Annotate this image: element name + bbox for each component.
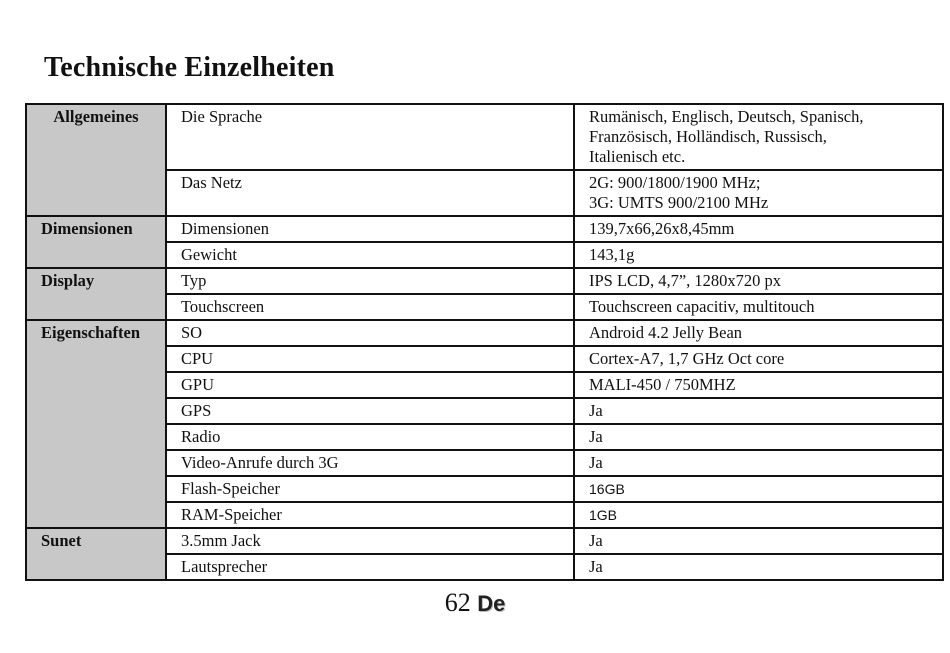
spec-label: CPU [166, 346, 574, 372]
table-row [26, 170, 943, 216]
category-cell-empty [26, 476, 166, 502]
table-row [26, 104, 943, 170]
category-cell: Sunet [26, 528, 166, 554]
spec-value: 139,7x66,26x8,45mm [574, 216, 943, 242]
spec-value: 16GB [574, 476, 943, 502]
table-row [26, 294, 943, 320]
category-cell-empty [26, 398, 166, 424]
spec-label: 3.5mm Jack [166, 528, 574, 554]
category-cell-empty [26, 502, 166, 528]
language-code: De [477, 591, 506, 616]
spec-value: Touchscreen capacitiv, multitouch [574, 294, 943, 320]
category-cell-empty [26, 372, 166, 398]
table-row [26, 268, 943, 294]
spec-label: Die Sprache [166, 104, 574, 170]
table-row [26, 554, 943, 580]
page-title: Technische Einzelheiten [44, 52, 335, 83]
category-cell-empty [26, 294, 166, 320]
spec-label: Flash-Speicher [166, 476, 574, 502]
category-cell: Allgemeines [26, 104, 166, 170]
table-row [26, 216, 943, 242]
table-row [26, 424, 943, 450]
category-cell-empty [26, 170, 166, 216]
spec-label: Typ [166, 268, 574, 294]
table-row [26, 242, 943, 268]
spec-value: Ja [574, 424, 943, 450]
spec-label: RAM-Speicher [166, 502, 574, 528]
spec-value: 2G: 900/1800/1900 MHz; 3G: UMTS 900/2100 MHz [574, 170, 943, 216]
spec-value: Cortex-A7, 1,7 GHz Oct core [574, 346, 943, 372]
spec-value: Ja [574, 554, 943, 580]
table-row [26, 476, 943, 502]
spec-label: SO [166, 320, 574, 346]
specs-table [25, 103, 944, 581]
spec-label: GPU [166, 372, 574, 398]
spec-label: Touchscreen [166, 294, 574, 320]
spec-value: IPS LCD, 4,7”, 1280x720 px [574, 268, 943, 294]
table-row [26, 450, 943, 476]
category-cell: Dimensionen [26, 216, 166, 242]
category-cell-empty [26, 554, 166, 580]
spec-label: Dimensionen [166, 216, 574, 242]
spec-label: Gewicht [166, 242, 574, 268]
table-row [26, 398, 943, 424]
spec-label: Video-Anrufe durch 3G [166, 450, 574, 476]
spec-value: Ja [574, 398, 943, 424]
spec-value: 143,1g [574, 242, 943, 268]
spec-label: GPS [166, 398, 574, 424]
table-row [26, 346, 943, 372]
category-cell: Eigenschaften [26, 320, 166, 346]
spec-value: Ja [574, 450, 943, 476]
category-cell-empty [26, 346, 166, 372]
category-cell-empty [26, 424, 166, 450]
spec-label: Radio [166, 424, 574, 450]
table-row [26, 528, 943, 554]
table-row [26, 320, 943, 346]
spec-value: Android 4.2 Jelly Bean [574, 320, 943, 346]
spec-value: Rumänisch, Englisch, Deutsch, Spanisch, Französisch, Holländisch, Russisch, Italienisch etc. [574, 104, 943, 170]
table-row [26, 372, 943, 398]
category-cell-empty [26, 450, 166, 476]
page-number: 62 [444, 588, 471, 617]
spec-label: Das Netz [166, 170, 574, 216]
spec-value: Ja [574, 528, 943, 554]
category-cell: Display [26, 268, 166, 294]
page-footer [0, 588, 950, 618]
spec-label: Lautsprecher [166, 554, 574, 580]
spec-value: MALI-450 / 750MHZ [574, 372, 943, 398]
table-row [26, 502, 943, 528]
category-cell-empty [26, 242, 166, 268]
spec-value: 1GB [574, 502, 943, 528]
